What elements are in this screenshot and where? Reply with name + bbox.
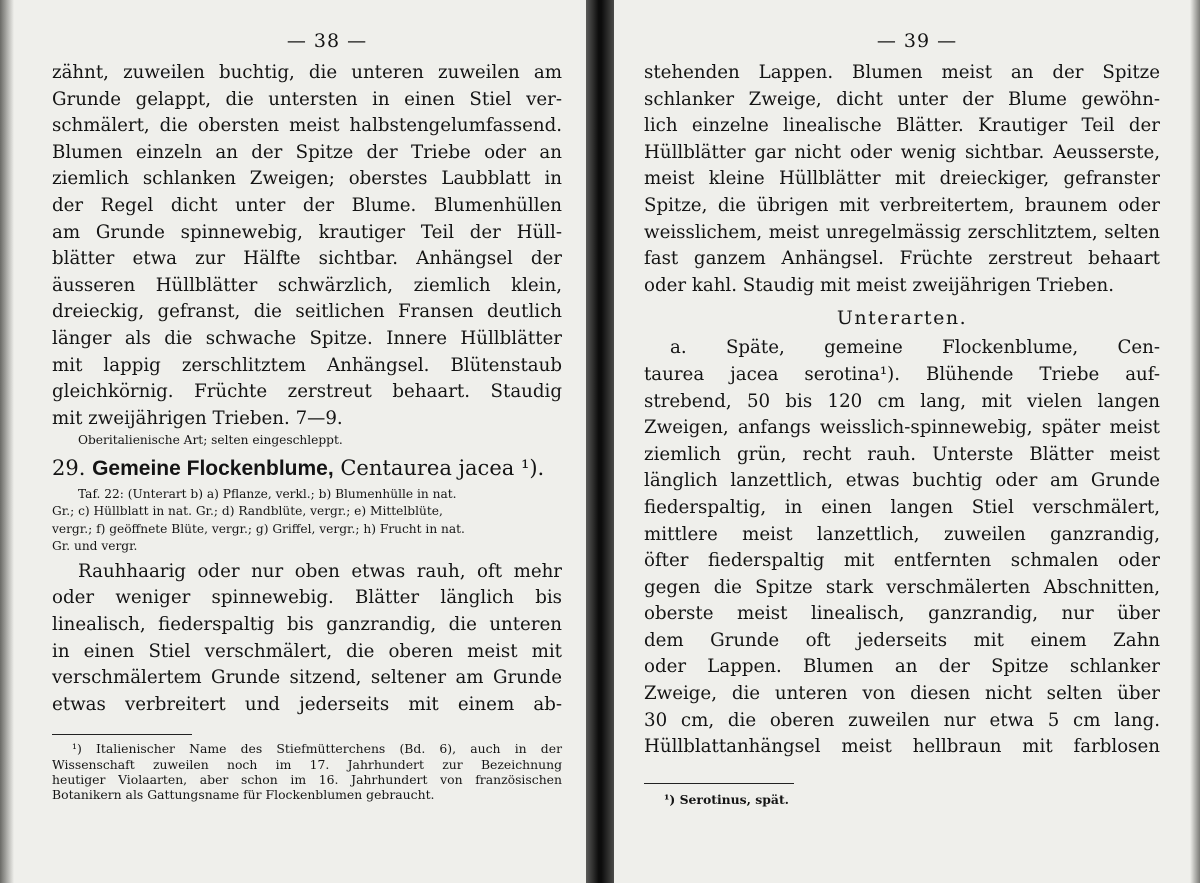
subspecies-text	[644, 335, 1160, 761]
page-number: — 39 —	[876, 30, 958, 52]
text-line: der Regel dicht unter der Blume. Blumenhüllen	[52, 194, 562, 216]
text-line: mittlere meist lanzettlich, zuweilen ganzrandig,	[644, 523, 1160, 545]
footnote-line: ¹) Italienischer Name des Stiefmütterchens (Bd. 6), auch in der	[72, 741, 562, 757]
text-line: äusseren Hüllblätter schwärzlich, ziemlich klein,	[52, 274, 562, 296]
text-line: Blumen einzeln an der Spitze der Triebe oder an	[52, 141, 562, 163]
text-line: gleichkörnig. Früchte zerstreut behaart. Staudig	[52, 381, 562, 403]
text-line: ziemlich grün, recht rauh. Unterste Blätter meist	[644, 443, 1160, 465]
text-line: Hüllblattanhängsel meist hellbraun mit farblosen	[644, 736, 1160, 758]
text-line: oberste meist linealisch, ganzrandig, nur über	[644, 603, 1160, 625]
footnote-line: Wissenschaft zuweilen noch im 17. Jahrhundert zur Bezeichnung	[52, 756, 562, 772]
text-line: Hüllblätter gar nicht oder wenig sichtbar. Aeusserste,	[644, 141, 1160, 163]
plate-line: Taf. 22: (Unterart b) a) Pflanze, verkl.; b) Blumenhülle in nat.	[78, 486, 457, 501]
text-line: blätter etwa zur Hälfte sichtbar. Anhängsel der	[52, 248, 562, 270]
text-line: in einen Stiel verschmälert, die oberen meist mit	[52, 640, 562, 662]
text-line: Rauhhaarig oder nur oben etwas rauh, oft mehr	[78, 560, 562, 582]
text-line: fast ganzem Anhängsel. Früchte zerstreut behaart	[644, 248, 1160, 270]
text-line: taurea jacea serotina¹). Blühende Triebe auf-	[644, 363, 1160, 385]
text-line: verschmälertem Grunde sitzend, seltener am Grunde	[52, 667, 562, 689]
text-line: Zweige, die unteren von diesen nicht selten über	[644, 683, 1160, 705]
footnote: ¹) Serotinus, spät.	[664, 791, 789, 807]
text-line: meist kleine Hüllblätter mit dreieckiger, gefranster	[644, 168, 1160, 190]
plate-reference	[52, 486, 562, 556]
text-line: linealisch, fiederspaltig bis ganzrandig, die unteren	[52, 614, 562, 635]
species-latin-name: Centaurea jacea ¹).	[340, 455, 545, 480]
text-line: öfter fiederspaltig mit entfernten schmalen oder	[644, 550, 1160, 572]
page-number: — 38 —	[286, 30, 368, 52]
footnote-divider	[644, 783, 794, 784]
body-text	[644, 60, 1160, 299]
text-line: stehenden Lappen. Blumen meist an der Spitze	[644, 62, 1160, 83]
text-line: länglich lanzettlich, etwas buchtig oder am Grunde	[644, 470, 1160, 492]
text-line: Zweigen, anfangs weisslich-spinnewebig, später meist	[644, 417, 1160, 439]
description-text	[52, 559, 562, 719]
footnote	[52, 741, 562, 802]
text-line: fiederspaltig, in einen langen Stiel verschmälert,	[644, 496, 1160, 518]
text-line: a. Späte, gemeine Flockenblume, Cen-	[670, 337, 1160, 359]
distribution-note: Oberitalienische Art; selten eingeschleppt.	[78, 433, 343, 448]
text-line: länger als die schwache Spitze. Innere Hüllblätter	[52, 327, 562, 349]
text-line: ziemlich schlanken Zweigen; oberstes Laubblatt in	[52, 168, 562, 190]
left-page	[0, 0, 586, 883]
text-line: dreieckig, gefranst, die seitlichen Fransen deutlich	[52, 301, 562, 323]
species-heading	[52, 452, 562, 485]
text-line: weisslichem, meist unregelmässig zerschlitztem, selten	[644, 221, 1160, 243]
left-page-edge-shadow	[0, 0, 14, 883]
body-text	[52, 60, 562, 432]
text-line: etwas verbreitert und jederseits mit einem ab-	[52, 693, 562, 715]
text-line: mit zweijährigen Trieben. 7—9.	[52, 407, 343, 429]
book-spine	[586, 0, 614, 883]
text-line: Spitze, die übrigen mit verbreitertem, braunem oder	[644, 194, 1160, 216]
text-line: oder weniger spinnewebig. Blätter länglich bis	[52, 587, 562, 609]
footnote-line: heutiger Violaarten, aber schon im 16. Jahrhundert von französischen	[52, 771, 562, 787]
footnote-divider	[52, 734, 192, 735]
text-line: oder kahl. Staudig mit meist zweijährigen Trieben.	[644, 274, 1115, 296]
text-line: oder Lappen. Blumen an der Spitze schlanker	[644, 656, 1160, 678]
text-line: dem Grunde oft jederseits mit einem Zahn	[644, 629, 1160, 651]
right-page	[614, 0, 1200, 883]
right-page-edge-shadow	[1190, 0, 1200, 883]
text-line: schlanker Zweige, dicht unter der Blume gewöhn-	[644, 88, 1160, 110]
text-line: am Grunde spinnewebig, krautiger Teil der Hüll-	[52, 221, 562, 243]
text-line: zähnt, zuweilen buchtig, die unteren zuweilen am	[52, 62, 562, 83]
text-line: Grunde gelappt, die untersten in einen Stiel ver-	[52, 88, 562, 110]
section-title: Unterarten.	[836, 307, 968, 330]
plate-line: Gr.; c) Hüllblatt in nat. Gr.; d) Randblüte, vergr.; e) Mittelblüte,	[52, 504, 443, 519]
plate-line: Gr. und vergr.	[52, 539, 138, 554]
text-line: schmälert, die obersten meist halbstengelumfassend.	[52, 115, 562, 137]
text-line: strebend, 50 bis 120 cm lang, mit vielen langen	[644, 390, 1160, 412]
species-number: 29.	[52, 455, 86, 480]
text-line: 30 cm, die oberen zuweilen nur etwa 5 cm lang.	[644, 709, 1160, 731]
text-line: lich einzelne linealische Blätter. Krautiger Teil der	[644, 115, 1160, 137]
plate-line: vergr.; f) geöffnete Blüte, vergr.; g) Griffel, vergr.; h) Frucht in nat.	[52, 521, 465, 536]
text-line: mit lappig zerschlitztem Anhängsel. Blütenstaub	[52, 354, 562, 376]
footnote-line: Botanikern als Gattungsname für Flockenblumen gebraucht.	[52, 786, 435, 802]
text-line: gegen die Spitze stark verschmälerten Abschnitten,	[644, 576, 1160, 598]
species-name: Gemeine Flockenblume,	[92, 456, 334, 480]
